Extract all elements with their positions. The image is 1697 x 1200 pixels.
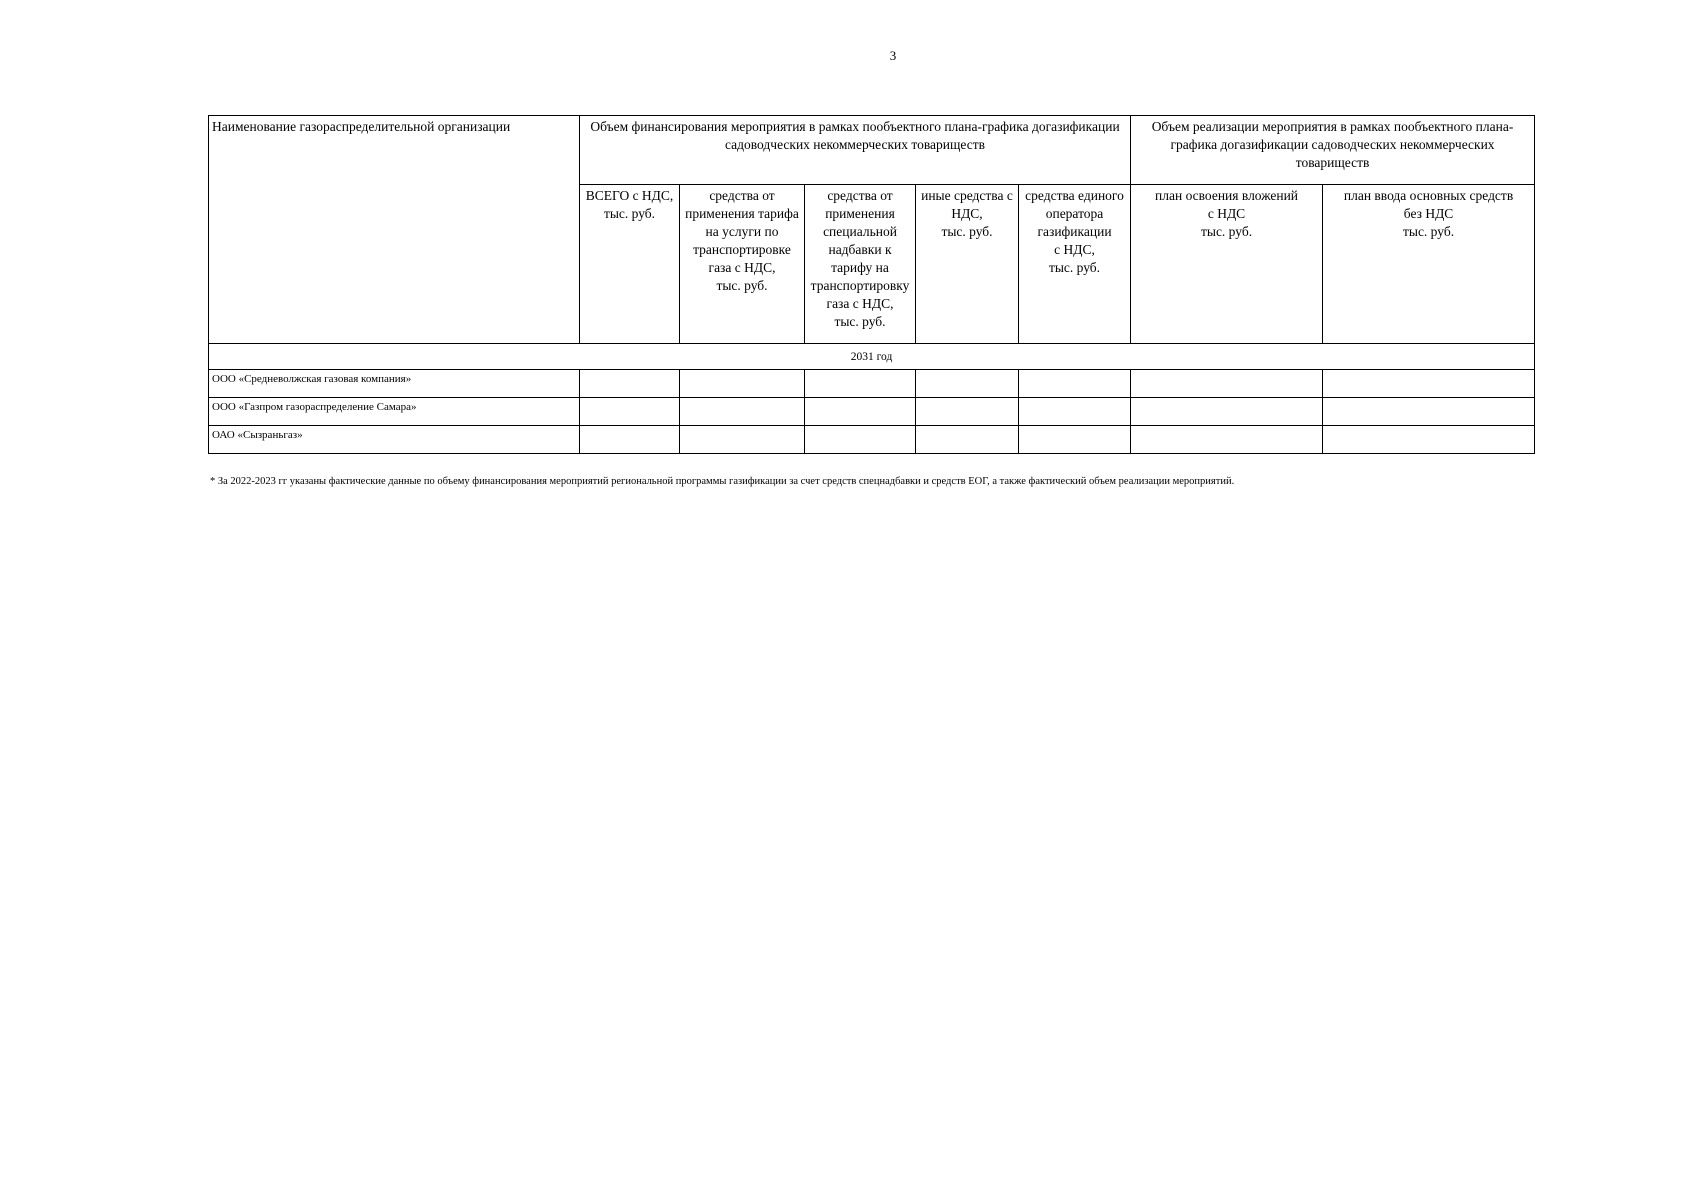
table-row — [209, 398, 1535, 426]
header-col-special-surcharge: средства от применения специальной надбавки к тарифу на транспортировку газа с НДС, тыс. руб. — [805, 185, 916, 344]
value-cell — [680, 370, 805, 398]
value-cell — [1131, 398, 1323, 426]
header-col-investment-plan: план освоения вложений с НДС тыс. руб. — [1131, 185, 1323, 344]
table-header-row-groups — [209, 116, 1535, 185]
value-cell — [1323, 370, 1535, 398]
org-name-cell: ООО «Средневолжская газовая компания» — [209, 370, 580, 398]
header-col-other-funds: иные средства с НДС, тыс. руб. — [916, 185, 1019, 344]
header-col-total-vat: ВСЕГО с НДС, тыс. руб. — [580, 185, 680, 344]
header-col-single-operator: средства единого оператора газификации с НДС, тыс. руб. — [1019, 185, 1131, 344]
page-number: 3 — [889, 48, 897, 63]
value-cell — [1019, 426, 1131, 454]
org-name-cell: ООО «Газпром газораспределение Самара» — [209, 398, 580, 426]
value-cell — [1019, 370, 1131, 398]
header-financing-group: Объем финансирования мероприятия в рамках пообъектного плана-графика догазификации садоводческих некоммерческих товариществ — [580, 116, 1131, 185]
value-cell — [580, 370, 680, 398]
gasification-table — [208, 115, 1535, 454]
value-cell — [1131, 426, 1323, 454]
value-cell — [805, 426, 916, 454]
value-cell — [680, 398, 805, 426]
footnote: * За 2022-2023 гг указаны фактические данные по объему финансирования мероприятий региональной программы газификации за счет средств спецнадбавки и средств ЕОГ, а также фактический объем реализации мероприятий. — [210, 476, 1235, 487]
value-cell — [580, 398, 680, 426]
header-col-tariff-funds: средства от применения тарифа на услуги по транспортировке газа с НДС, тыс. руб. — [680, 185, 805, 344]
header-org-name: Наименование газораспределительной организации — [209, 116, 580, 344]
header-implementation-group: Объем реализации мероприятия в рамках пообъектного плана-графика догазификации садоводческих некоммерческих товариществ — [1131, 116, 1535, 185]
year-row — [209, 344, 1535, 370]
value-cell — [680, 426, 805, 454]
value-cell — [805, 398, 916, 426]
value-cell — [916, 426, 1019, 454]
value-cell — [1019, 398, 1131, 426]
header-col-fixed-assets-plan: план ввода основных средств без НДС тыс. руб. — [1323, 185, 1535, 344]
year-label: 2031 год — [209, 344, 1535, 370]
value-cell — [916, 398, 1019, 426]
org-name-cell: ОАО «Сызраньгаз» — [209, 426, 580, 454]
value-cell — [805, 370, 916, 398]
table-row — [209, 370, 1535, 398]
value-cell — [1131, 370, 1323, 398]
value-cell — [580, 426, 680, 454]
value-cell — [916, 370, 1019, 398]
table-row — [209, 426, 1535, 454]
value-cell — [1323, 426, 1535, 454]
value-cell — [1323, 398, 1535, 426]
